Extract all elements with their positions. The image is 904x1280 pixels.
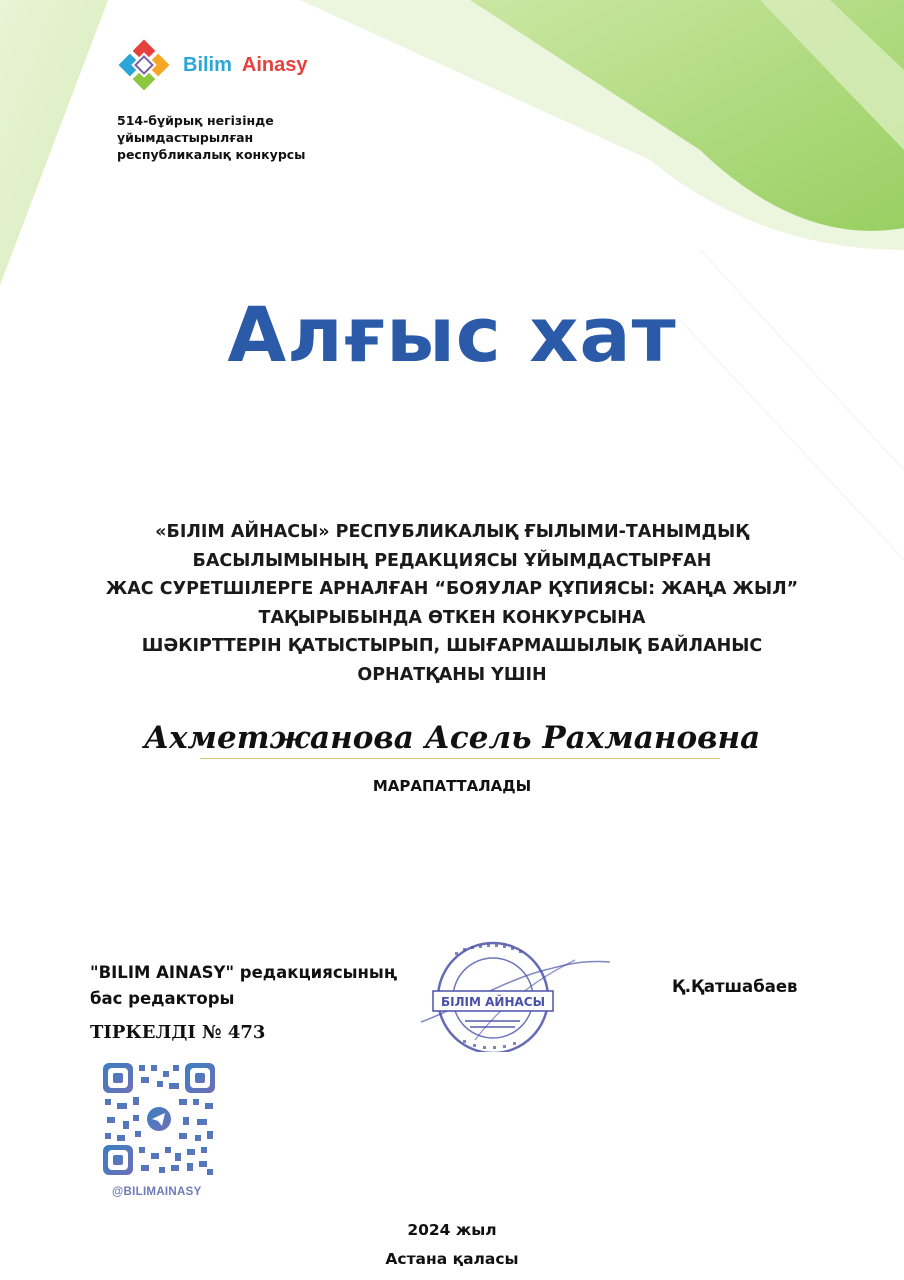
bilim-ainasy-logo-icon <box>117 38 171 92</box>
editor-title <box>90 960 430 1012</box>
issue-year: 2024 жыл <box>407 1221 497 1239</box>
registration-number: ТІРКЕЛДІ № 473 <box>90 1022 266 1043</box>
qr-code-icon <box>103 1063 215 1175</box>
signer-name: Қ.Қатшабаев <box>672 977 798 996</box>
logo-word-bilim: Bilim <box>183 53 232 76</box>
social-handle: @BILIMAINASY <box>112 1186 202 1198</box>
header-subtitle <box>117 112 377 163</box>
recipient-underline <box>200 758 720 759</box>
certificate-body <box>70 518 834 689</box>
editor-line-1: "BILIM AINASY" редакциясының <box>90 963 398 982</box>
editor-line-2: бас редакторы <box>90 989 235 1008</box>
body-line: ШӘКІРТТЕРІН ҚАТЫСТЫРЫП, ШЫҒАРМАШЫЛЫҚ БАЙЛАНЫС <box>141 636 763 656</box>
issue-city: Астана қаласы <box>385 1250 519 1268</box>
subtitle-line: ұйымдастырылған <box>117 130 254 145</box>
body-line: ТАҚЫРЫБЫНДА ӨТКЕН КОНКУРСЫНА <box>258 607 646 628</box>
certificate-title: Алғыс хат <box>227 290 677 379</box>
body-line: ЖАС СУРЕТШІЛЕРГЕ АРНАЛҒАН “БОЯУЛАР ҚҰПИЯСЫ: ЖАҢА ЖЫЛ” <box>105 579 799 599</box>
stamp-center-text: БІЛІМ АЙНАСЫ <box>440 995 546 1009</box>
subtitle-line: 514-бұйрық негізінде <box>117 113 274 128</box>
body-line: БАСЫЛЫМЫНЫҢ РЕДАКЦИЯСЫ ҰЙЫМДАСТЫРҒАН <box>192 550 712 571</box>
body-line: ОРНАТҚАНЫ ҮШІН <box>357 664 547 685</box>
awarded-label: МАРАПАТТАЛАДЫ <box>372 777 532 795</box>
brand-logo <box>117 38 308 92</box>
logo-word-ainasy: Ainasy <box>241 53 308 76</box>
official-stamp-icon <box>415 940 615 1052</box>
recipient-name: Ахметжанова Асель Рахмановна <box>143 720 761 756</box>
body-line: «БІЛІМ АЙНАСЫ» РЕСПУБЛИКАЛЫҚ ҒЫЛЫМИ-ТАНЫМДЫҚ <box>155 522 749 542</box>
subtitle-line: республикалық конкурсы <box>117 147 306 162</box>
